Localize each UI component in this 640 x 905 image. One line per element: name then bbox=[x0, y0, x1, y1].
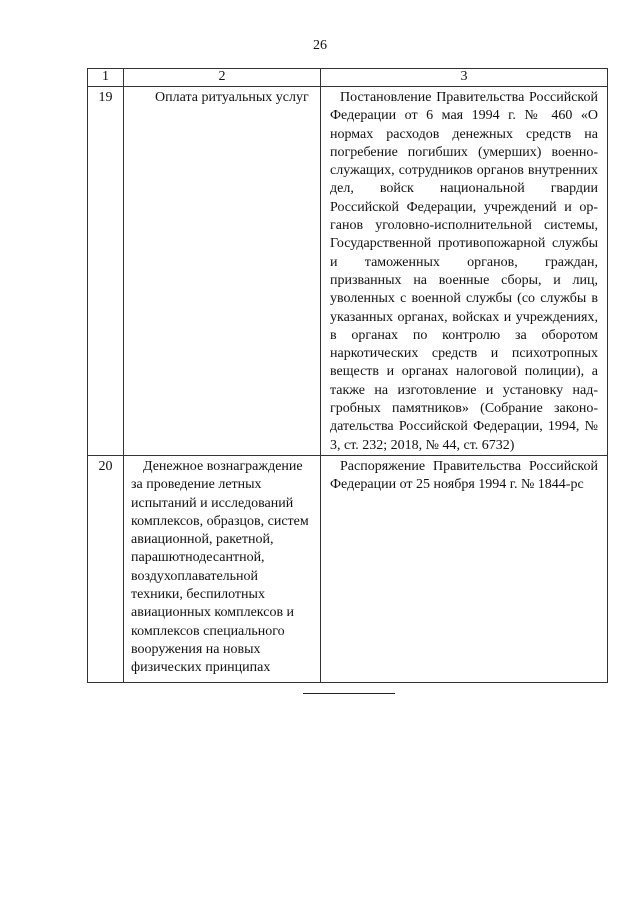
legal-basis bbox=[321, 455, 608, 682]
payment-type bbox=[124, 87, 321, 456]
column-header-1: 1 bbox=[88, 69, 124, 87]
payment-type-text: Оплата ритуальных услуг bbox=[155, 90, 309, 105]
column-header-2: 2 bbox=[124, 69, 321, 87]
end-separator-line bbox=[303, 693, 395, 694]
row-number: 19 bbox=[88, 87, 124, 456]
header-row bbox=[88, 69, 608, 87]
row-number: 20 bbox=[88, 455, 124, 682]
document-table bbox=[87, 68, 608, 683]
legal-basis-text: Постановление Правительства Российской Федерации от 6 мая 1994 г. № 460 «О нормах расходов денежных средств на погребение погибших (умерших) военнослужащих, сотрудников органов внутренних дел, войск национальной гвардии Российской Федерации, учреждений и органов уголовно-исполнительной системы, Государственной противопожарной службы и таможенных органов, граждан, призванных на военные сборы, и лиц, уволенных с военной службы (со службы в указанных органах, войсках и учреждениях, в органах по контролю за оборотом наркотических средств и психотропных веществ и органах налоговой полиции), а также на изготовление и установку надгробных памятников» (Собрание законодательства Российской Федерации, 1994, № 3, ст. 232; 2018, № 44, ст. 6732) bbox=[330, 90, 598, 453]
table-row bbox=[88, 455, 608, 682]
legal-basis bbox=[321, 87, 608, 456]
legal-basis-text: Распоряжение Правительства Российской Федерации от 25 ноября 1994 г. № 1844-рс bbox=[330, 458, 598, 493]
page-number: 26 bbox=[313, 38, 327, 53]
payment-type bbox=[124, 455, 321, 682]
column-header-3: 3 bbox=[321, 69, 608, 87]
payment-type-text: Денежное вознаграждение за проведение летных испытаний и исследований комплексов, образцов, систем авиационной, ракетной, парашютнодесантной, воздухоплавательной техники, беспилотных авиационных комплексов и комплексов специального вооружения на новых физических принципах bbox=[131, 458, 309, 676]
table-row bbox=[88, 87, 608, 456]
